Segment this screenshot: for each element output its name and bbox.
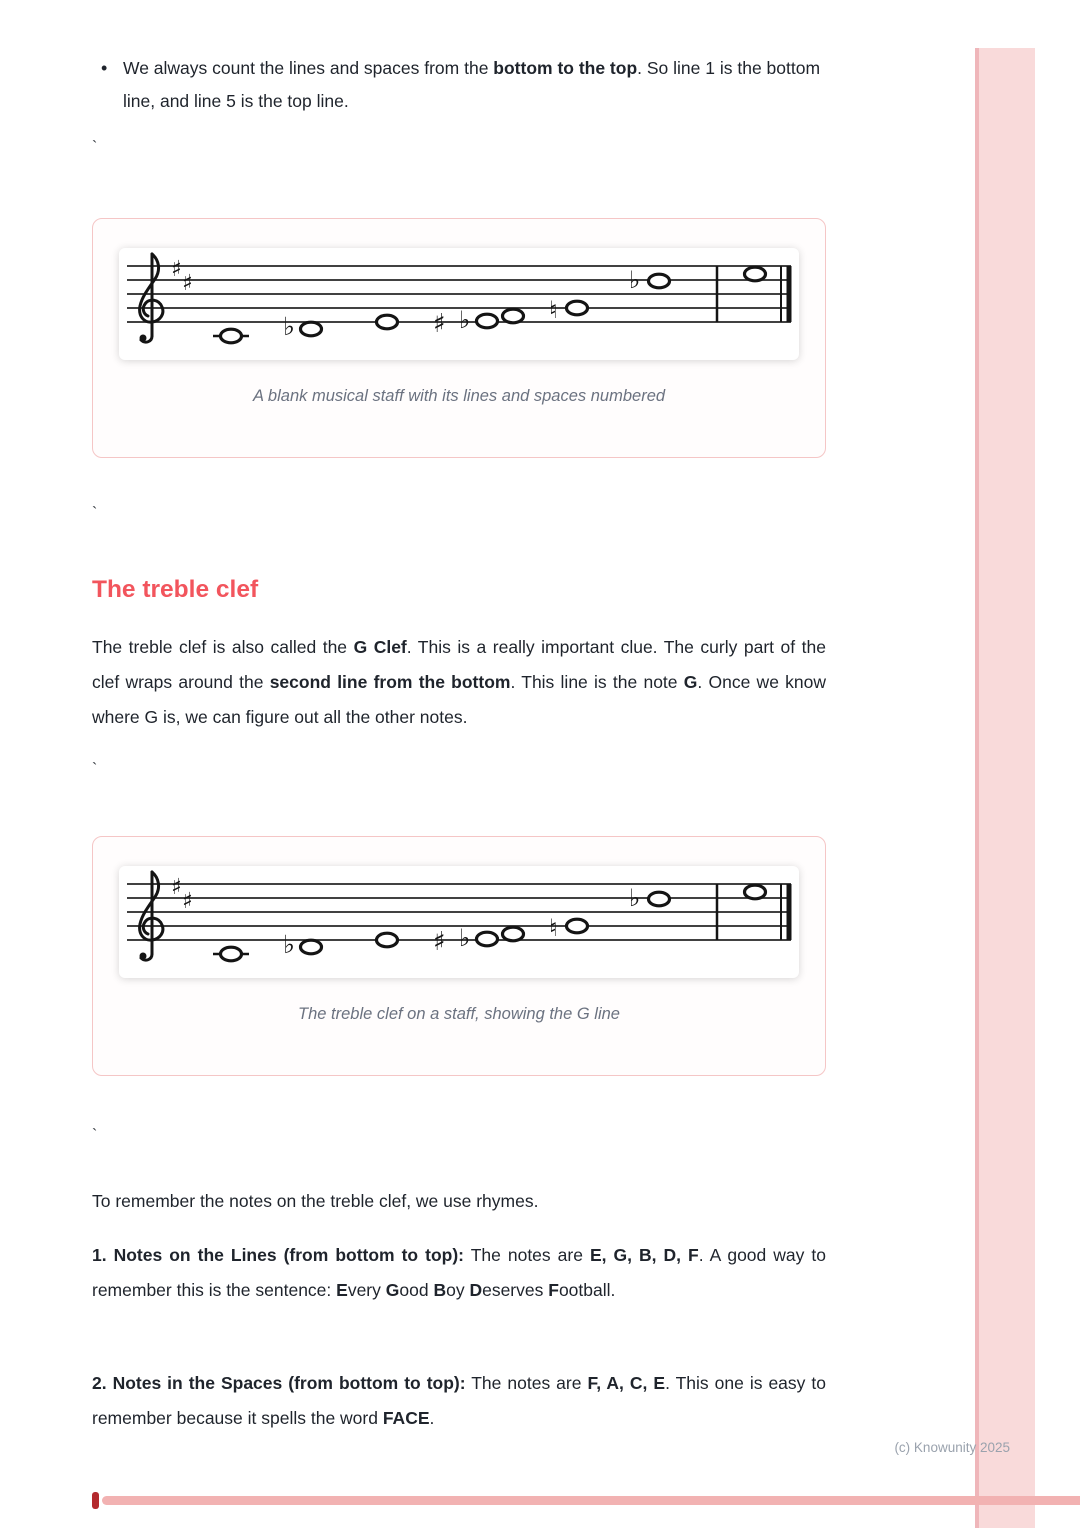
text-run: E	[336, 1280, 348, 1300]
text-run: . A good way to remember this is the sentence:	[92, 1245, 827, 1300]
whole-note	[649, 892, 670, 906]
notes-on-lines-paragraph	[92, 1238, 826, 1308]
whole-note	[477, 314, 498, 328]
musical-staff-image	[119, 866, 799, 978]
text-run: ootball.	[558, 1280, 616, 1300]
flat-symbol: ♭	[459, 924, 471, 952]
section-heading: The treble clef	[92, 576, 259, 603]
text-run: . Once we know where G is, we can figure out all the other notes.	[92, 672, 827, 727]
sharp-symbol: ♯	[171, 875, 182, 900]
text-run: G Clef	[353, 637, 407, 657]
whole-note	[503, 927, 524, 941]
text-run: FACE	[382, 1408, 430, 1428]
text-run: The notes are	[464, 1245, 590, 1265]
treble-clef-paragraph	[92, 630, 826, 735]
whole-note	[745, 267, 766, 281]
figure-card-staff-numbered	[92, 218, 826, 458]
flat-symbol: ♭	[629, 884, 641, 912]
flat-symbol: ♭	[629, 266, 641, 294]
progress-bar	[92, 1491, 1080, 1509]
flat-symbol: ♭	[283, 312, 295, 341]
scrollbar-track[interactable]	[975, 48, 1035, 1528]
progress-bar-track	[102, 1496, 1080, 1505]
whole-note	[221, 947, 242, 961]
figure-caption: The treble clef on a staff, showing the G line	[298, 1005, 620, 1023]
text-run: The treble clef is also called the	[92, 637, 354, 657]
text-run: eserves	[482, 1280, 549, 1300]
copyright-text: (c) Knowunity 2025	[894, 1440, 1010, 1455]
sharp-symbol: ♯	[182, 889, 193, 914]
figure-card-treble-g-line	[92, 836, 826, 1076]
treble-clef-icon	[140, 872, 163, 960]
musical-staff-image	[119, 248, 799, 360]
text-run: . This one is easy to remember because it spells the word	[92, 1373, 826, 1428]
whole-note	[377, 933, 398, 947]
whole-note	[477, 932, 498, 946]
text-run: B	[433, 1280, 447, 1300]
text-run: very	[347, 1280, 386, 1300]
stray-backtick: `	[92, 1127, 98, 1144]
text-run: 2. Notes in the Spaces (from bottom to top):	[92, 1373, 466, 1393]
progress-bar-cap	[92, 1492, 99, 1509]
whole-note	[503, 309, 524, 323]
stray-backtick: `	[92, 139, 98, 156]
bullet-list-item	[92, 52, 832, 118]
text-run: F, A, C, E	[587, 1373, 666, 1393]
text-run: oy	[446, 1280, 470, 1300]
sharp-symbol: ♯	[433, 927, 446, 957]
whole-note	[301, 322, 322, 336]
sharp-symbol: ♯	[171, 257, 182, 282]
text-run: E, G, B, D, F	[589, 1245, 699, 1265]
whole-note	[649, 274, 670, 288]
flat-symbol: ♭	[459, 306, 471, 334]
bullet-marker: •	[101, 58, 108, 78]
text-run: We always count the lines and spaces from the	[123, 58, 494, 78]
bullet-text	[123, 52, 826, 118]
whole-note	[377, 315, 398, 329]
text-run: D	[469, 1280, 483, 1300]
flat-symbol: ♭	[283, 930, 295, 959]
whole-note	[567, 301, 588, 315]
figure-caption: A blank musical staff with its lines and spaces numbered	[252, 387, 666, 405]
whole-note	[221, 329, 242, 343]
text-run: bottom to the top	[493, 58, 638, 78]
text-run: . This is a really important clue. The curly part of the clef wraps around the	[92, 637, 826, 692]
notes-in-spaces-paragraph	[92, 1366, 826, 1436]
text-run: F	[548, 1280, 559, 1300]
text-run: .	[429, 1408, 435, 1428]
sharp-symbol: ♯	[182, 271, 193, 296]
whole-note	[301, 940, 322, 954]
stray-backtick: `	[92, 761, 98, 778]
text-run: G	[683, 672, 698, 692]
treble-clef-icon	[140, 254, 163, 342]
text-run: second line from the bottom	[269, 672, 511, 692]
natural-symbol: ♮	[549, 296, 558, 324]
text-run: The notes are	[465, 1373, 588, 1393]
rhymes-intro-paragraph: To remember the notes on the treble clef, we use rhymes.	[92, 1191, 539, 1211]
staff-notation-svg	[119, 248, 799, 360]
text-run: G	[385, 1280, 400, 1300]
text-run: ood	[399, 1280, 434, 1300]
text-run: 1. Notes on the Lines (from bottom to top):	[92, 1245, 464, 1265]
whole-note	[567, 919, 588, 933]
stray-backtick: `	[92, 505, 98, 522]
staff-notation-svg	[119, 866, 799, 978]
natural-symbol: ♮	[549, 914, 558, 942]
text-run: . This line is the note	[510, 672, 684, 692]
text-run: . So line 1 is the bottom line, and line 5 is the top line.	[123, 58, 821, 111]
sharp-symbol: ♯	[433, 309, 446, 339]
whole-note	[745, 885, 766, 899]
